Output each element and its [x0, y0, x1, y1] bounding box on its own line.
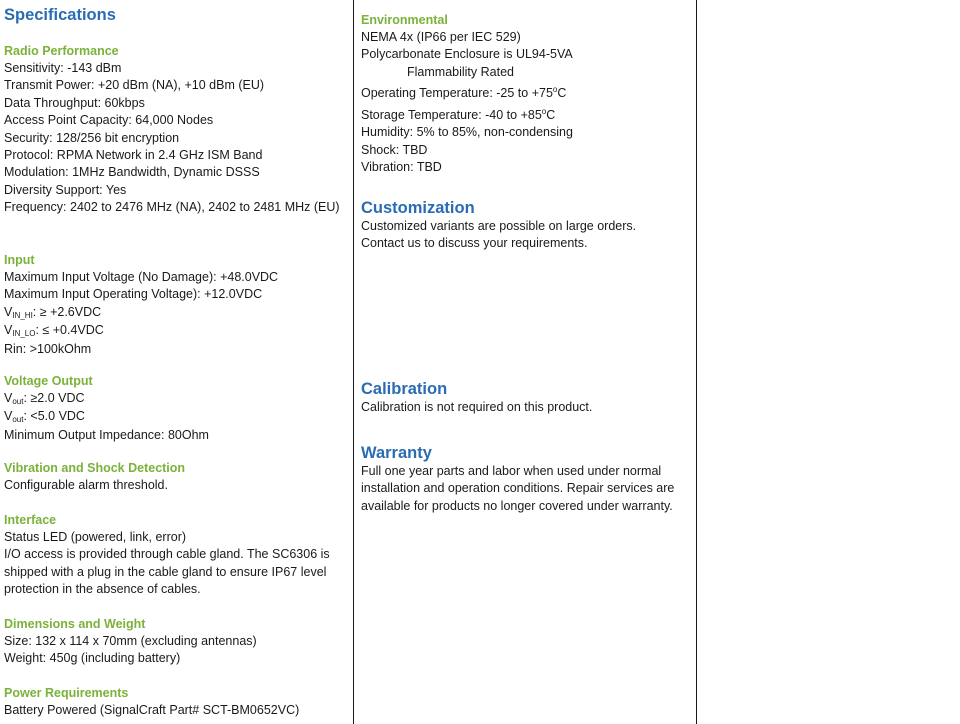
radio-performance-section: [4, 43, 348, 217]
specifications-title-block: [4, 5, 348, 25]
spec-line: Shock: TBD: [361, 142, 428, 157]
spec-line: NEMA 4x (IP66 per IEC 529): [361, 30, 521, 44]
temperature-unit: C: [557, 86, 567, 101]
customization-section: [361, 198, 693, 253]
vibration-section: [4, 460, 348, 494]
warranty-paragraph: Full one year parts and labor when used under normal installation and operation conditions. Repair services are available for products no longer covered under warranty.: [361, 464, 675, 513]
input-heading: Input: [4, 253, 35, 267]
spec-line: Maximum Input Operating Voltage): +12.0VDC: [4, 287, 263, 302]
spec-line: Weight: 450g (including battery): [4, 651, 181, 666]
operating-temperature-text: Operating Temperature: -25 to +75: [361, 86, 553, 101]
spec-line: Status LED (powered, link, error): [4, 530, 187, 544]
spec-line: Rin: >100kOhm: [4, 341, 92, 356]
customization-heading: Customization: [361, 199, 475, 217]
interface-section: [4, 512, 348, 599]
vout-value: : <5.0 VDC: [23, 409, 85, 424]
spec-line: Humidity: 5% to 85%, non-condensing: [361, 125, 573, 140]
interface-heading: Interface: [4, 513, 57, 527]
vin-hi-symbol: V: [4, 304, 13, 319]
calibration-heading: Calibration: [361, 380, 448, 398]
spec-line: Maximum Input Voltage (No Damage): +48.0VDC: [4, 270, 279, 284]
spec-line: Security: 128/256 bit encryption: [4, 130, 180, 145]
spec-line: Protocol: RPMA Network in 2.4 GHz ISM Band: [4, 148, 263, 163]
specifications-title: Specifications: [4, 6, 116, 24]
vin-hi-line: [4, 304, 348, 322]
spec-line: Access Point Capacity: 64,000 Nodes: [4, 113, 214, 128]
vin-hi-subscript: IN_HI: [12, 310, 33, 320]
power-section: [4, 685, 348, 719]
column-divider-right: [696, 0, 697, 724]
degree-symbol: o: [552, 85, 558, 95]
spec-line: Customized variants are possible on large orders.: [361, 219, 637, 233]
radio-performance-heading: Radio Performance: [4, 44, 119, 58]
spec-line: Transmit Power: +20 dBm (NA), +10 dBm (EU): [4, 78, 265, 93]
vout-symbol: V: [4, 409, 13, 424]
input-section: [4, 252, 348, 358]
storage-temperature-text: Storage Temperature: -40 to +85: [361, 107, 542, 122]
vout-max-line: [4, 408, 348, 426]
temperature-unit: C: [546, 107, 556, 122]
vout-symbol: V: [4, 391, 13, 405]
power-heading: Power Requirements: [4, 686, 129, 700]
vout-subscript: out: [12, 397, 24, 406]
storage-temperature-line: [361, 103, 693, 125]
spec-line: Flammability Rated: [407, 64, 514, 79]
interface-paragraph: I/O access is provided through cable gland. The SC6306 is shipped with a plug in the cable gland to ensure IP67 level protection in the absence of cables.: [4, 547, 330, 597]
dimensions-section: [4, 616, 348, 668]
spec-line: Battery Powered (SignalCraft Part# SCT-BM0652VC): [4, 703, 300, 717]
spec-line: Minimum Output Impedance: 80Ohm: [4, 427, 209, 442]
vout-min-line: [4, 390, 348, 408]
degree-symbol: o: [541, 106, 547, 116]
spec-line: Configurable alarm threshold.: [4, 478, 168, 492]
spec-line: Calibration is not required on this product.: [361, 400, 593, 414]
warranty-section: [361, 443, 693, 515]
spec-line: Modulation: 1MHz Bandwidth, Dynamic DSSS: [4, 165, 260, 180]
vin-lo-line: [4, 322, 348, 340]
warranty-heading: Warranty: [361, 444, 432, 462]
voltage-output-heading: Voltage Output: [4, 374, 93, 388]
spec-line: Vibration: TBD: [361, 160, 442, 175]
spec-line: Contact us to discuss your requirements.: [361, 236, 588, 251]
frequency-line: Frequency: 2402 to 2476 MHz (NA), 2402 to 2481 MHz (EU): [4, 200, 340, 215]
calibration-section: [361, 379, 693, 416]
environmental-section: [361, 12, 693, 177]
environmental-heading: Environmental: [361, 13, 448, 27]
voltage-output-section: [4, 373, 348, 444]
vin-lo-subscript: IN_LO: [12, 329, 36, 339]
vout-value: : ≥2.0 VDC: [23, 391, 85, 405]
vout-subscript: out: [12, 415, 24, 425]
vin-lo-symbol: V: [4, 323, 13, 338]
spec-line: Diversity Support: Yes: [4, 182, 127, 197]
vin-hi-value: : ≥ +2.6VDC: [32, 304, 102, 319]
spec-line: Polycarbonate Enclosure is UL94-5VA: [361, 47, 573, 62]
column-divider-left: [353, 0, 354, 724]
spec-line: Size: 132 x 114 x 70mm (excluding antennas): [4, 634, 257, 648]
vin-lo-value: : ≤ +0.4VDC: [35, 323, 104, 338]
spec-line: Data Throughput: 60kbps: [4, 95, 145, 110]
dimensions-heading: Dimensions and Weight: [4, 617, 146, 631]
vibration-heading: Vibration and Shock Detection: [4, 461, 186, 475]
operating-temperature-line: [361, 81, 693, 103]
spec-line: Sensitivity: -143 dBm: [4, 61, 122, 75]
